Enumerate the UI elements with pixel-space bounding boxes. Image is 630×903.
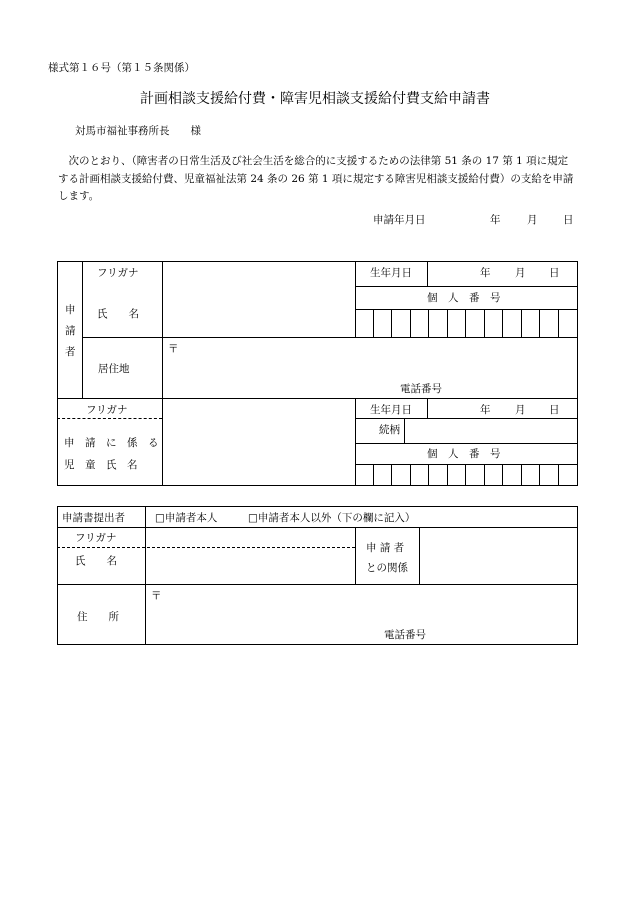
applicant-section-label-1: 申 — [65, 304, 76, 316]
application-date-label: 申請年月日 — [373, 214, 426, 226]
applicant-birth-year: 年 — [480, 267, 491, 279]
submitter-address-label: 住 所 — [77, 611, 119, 623]
submitter-option-self[interactable]: □申請者本人 — [155, 512, 218, 524]
applicant-phone-label: 電話番号 — [400, 383, 442, 395]
child-birth-year: 年 — [480, 404, 491, 416]
submitter-relation-label-line2: との関係 — [366, 562, 408, 574]
child-personal-number-label: 個 人 番 号 — [427, 448, 501, 460]
applicant-section-label-2: 請 — [65, 325, 76, 337]
applicant-furigana-label: フリガナ — [97, 267, 139, 279]
child-name-label-line1: 申 請 に 係 る — [64, 437, 159, 449]
page-title: 計画相談支援給付費・障害児相談支援給付費支給申請書 — [140, 91, 490, 107]
applicant-birth-label: 生年月日 — [370, 267, 412, 279]
applicant-section-label-3: 者 — [65, 346, 76, 358]
application-date-month: 月 — [527, 214, 538, 226]
applicant-personal-number-label: 個 人 番 号 — [427, 292, 501, 304]
applicant-birth-day: 日 — [549, 267, 560, 279]
child-furigana-label: フリガナ — [86, 404, 128, 416]
applicant-birth-month: 月 — [515, 267, 526, 279]
addressee: 対馬市福祉事務所長 様 — [75, 125, 201, 137]
submitter-phone-label: 電話番号 — [384, 629, 426, 641]
body-text-content: 次のとおり、（障害者の日常生活及び社会生活を総合的に支援するための法律第 51 条の 17 第 1 項に規定する計画相談支援給付費、児童福祉法第 24 条の 26 第 1 項に規定する障害児相談支援給付費）の支給を申請します。 — [58, 155, 574, 202]
applicant-name-label: 氏 名 — [97, 308, 139, 320]
submitter-furigana-label: フリガナ — [75, 532, 117, 544]
application-date-day: 日 — [563, 214, 574, 226]
child-birth-label: 生年月日 — [370, 404, 412, 416]
submitter-name-label: 氏 名 — [75, 555, 117, 567]
submitter-option-other[interactable]: □申請者本人以外（下の欄に記入） — [248, 512, 416, 524]
child-relation-label: 続柄 — [379, 424, 400, 436]
submitter-relation-label-line1: 申 請 者 — [366, 542, 405, 554]
form-number: 様式第１６号（第１５条関係） — [48, 62, 195, 74]
submitter-postal-mark: 〒 — [151, 590, 162, 602]
submitter-label: 申請書提出者 — [62, 512, 125, 524]
child-name-label-line2: 児 童 氏 名 — [64, 459, 138, 471]
applicant-address-label: 居住地 — [98, 363, 130, 375]
applicant-postal-mark: 〒 — [168, 343, 179, 355]
application-date-year: 年 — [490, 214, 501, 226]
body-text — [58, 153, 578, 206]
child-birth-month: 月 — [515, 404, 526, 416]
child-birth-day: 日 — [549, 404, 560, 416]
